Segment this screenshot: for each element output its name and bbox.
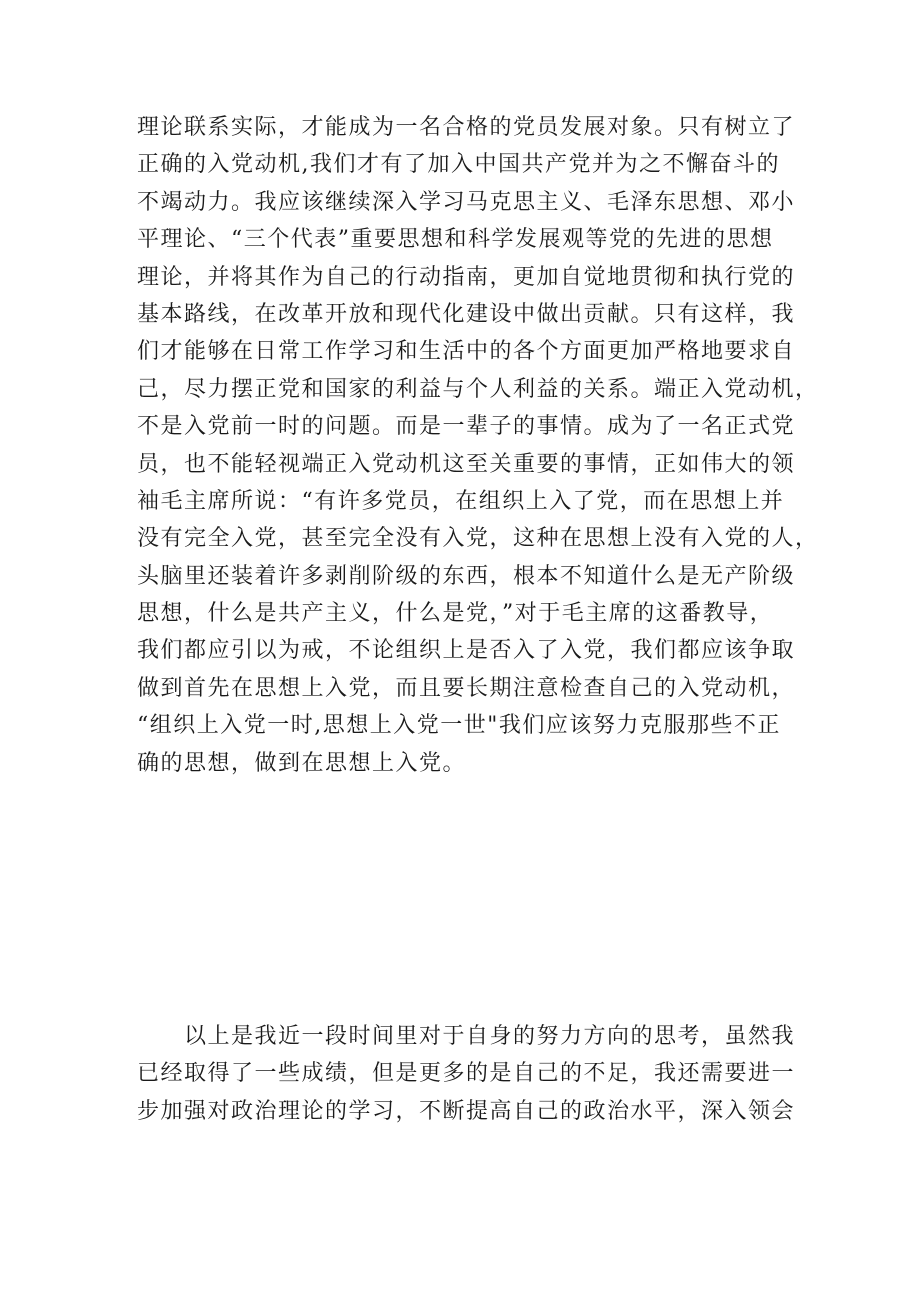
text-line: 们才能够在日常工作学习和生活中的各个方面更加严格地要求自	[137, 339, 796, 365]
text-line: 我们都应引以为戒，不论组织上是否入了入党，我们都应该争取	[137, 638, 796, 664]
text-line: 理论，并将其作为自己的行动指南，更加自觉地贯彻和执行党的	[137, 264, 796, 290]
text-line: 不是入党前一时的问题。而是一辈子的事情。成为了一名正式党	[137, 414, 796, 440]
text-line: 不竭动力。我应该继续深入学习马克思主义、毛泽东思想、邓小	[137, 189, 796, 215]
body-paragraph	[137, 109, 819, 782]
text-line: 平理论、“三个代表”重要思想和科学发展观等党的先进的思想	[137, 227, 774, 253]
text-line: 确的思想，做到在思想上入党。	[137, 750, 467, 776]
text-line: 己，尽力摆正党和国家的利益与个人利益的关系。端正入党动机，	[137, 376, 819, 402]
text-line: 以上是我近一段时间里对于自身的努力方向的思考，虽然我	[184, 1024, 796, 1049]
body-paragraph	[137, 1018, 797, 1130]
text-line: 步加强对政治理论的学习，不断提高自己的政治水平，深入领会	[137, 1098, 796, 1124]
text-line: 员，也不能轻视端正入党动机这至关重要的事情，正如伟大的领	[137, 451, 796, 477]
text-line: 思想，什么是共产主义，什么是党，”对于毛主席的这番教导，	[137, 601, 774, 627]
text-line: 正确的入党动机,我们才有了加入中国共产党并为之不懈奋斗的	[137, 152, 780, 178]
text-line: 没有完全入党，甚至完全没有入党，这种在思想上没有入党的人，	[137, 526, 819, 552]
text-line: 理论联系实际，才能成为一名合格的党员发展对象。只有树立了	[137, 115, 796, 140]
text-line: 已经取得了一些成绩，但是更多的是自己的不足，我还需要进一	[137, 1061, 796, 1087]
text-line: 做到首先在思想上入党，而且要长期注意检查自己的入党动机，	[137, 675, 796, 701]
text-line: 基本路线，在改革开放和现代化建设中做出贡献。只有这样，我	[137, 301, 796, 327]
text-line: 头脑里还装着许多剥削阶级的东西，根本不知道什么是无产阶级	[137, 563, 796, 589]
text-line: 袖毛主席所说：“有许多党员，在组织上入了党，而在思想上并	[137, 488, 785, 514]
text-line: “组织上入党一时,思想上入党一世"我们应该努力克服那些不正	[137, 713, 781, 739]
